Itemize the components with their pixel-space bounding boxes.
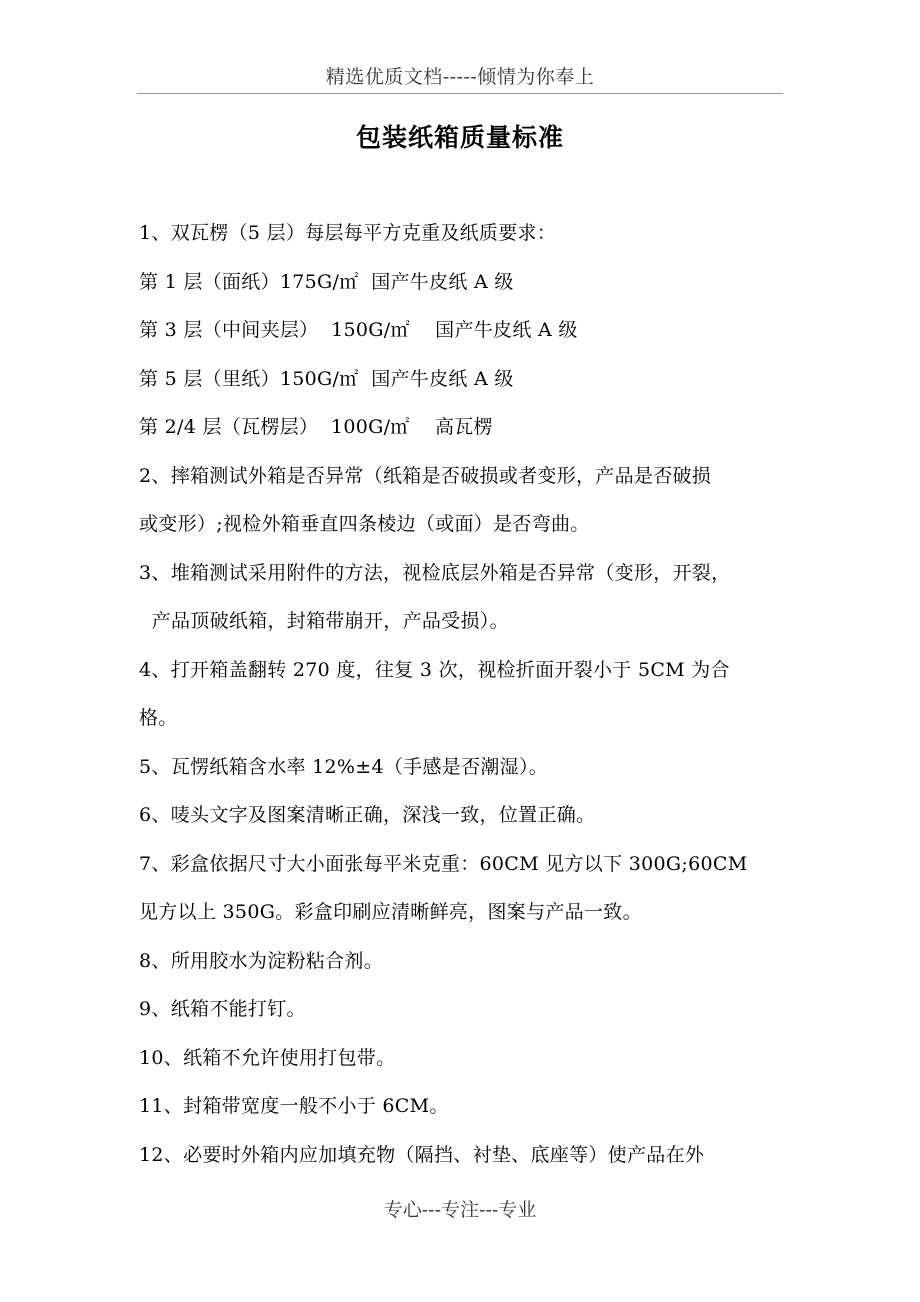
text-line: 格。 (139, 707, 178, 729)
page-header: 精选优质文档-----倾情为你奉上 (325, 66, 595, 88)
document-title: 包装纸箱质量标准 (355, 123, 564, 152)
text-line: 9、纸箱不能打钉。 (139, 998, 306, 1020)
text-line: 5、瓦愣纸箱含水率 12%±4（手感是否潮湿）。 (139, 755, 549, 778)
text-line: 11、封箱带宽度一般不小于 6CM。 (139, 1095, 449, 1117)
text-line: 见方以上 350G。彩盒印刷应清晰鲜亮，图案与产品一致。 (139, 901, 642, 923)
text-line: 7、彩盒依据尺寸大小面张每平米克重：60CM 见方以下 300G;60CM (139, 852, 748, 875)
text-line: 第 5 层（里纸）150G/㎡ 国产牛皮纸 A 级 (139, 367, 514, 390)
page-footer: 专心---专注---专业 (383, 1199, 537, 1221)
text-line: 第 2/4 层（瓦楞层） 100G/㎡ 高瓦楞 (139, 416, 493, 438)
text-line: 或变形）;视检外箱垂直四条棱边（或面）是否弯曲。 (139, 513, 590, 535)
document-body (139, 214, 789, 1184)
text-line: 4、打开箱盖翻转 270 度，往复 3 次，视检折面开裂小于 5CM 为合 (139, 658, 730, 681)
text-line: 8、所用胶水为淀粉粘合剂。 (139, 949, 383, 972)
text-line: 6、唛头文字及图案清晰正确，深浅一致，位置正确。 (139, 804, 596, 826)
text-line: 10、纸箱不允许使用打包带。 (139, 1046, 396, 1069)
header-divider (137, 93, 783, 94)
text-line: 3、堆箱测试采用附件的方法，视检底层外箱是否异常（变形，开裂， (139, 561, 731, 584)
text-line: 12、必要时外箱内应加填充物（隔挡、衬垫、底座等）使产品在外 (139, 1143, 705, 1166)
text-line: 第 3 层（中间夹层） 150G/㎡ 国产牛皮纸 A 级 (139, 319, 578, 341)
text-line: 1、双瓦楞（5 层）每层每平方克重及纸质要求： (139, 222, 557, 244)
text-line: 产品顶破纸箱，封箱带崩开，产品受损）。 (139, 610, 509, 632)
text-line: 第 1 层（面纸）175G/㎡ 国产牛皮纸 A 级 (139, 270, 514, 293)
text-line: 2、摔箱测试外箱是否异常（纸箱是否破损或者变形，产品是否破损 (139, 464, 712, 487)
